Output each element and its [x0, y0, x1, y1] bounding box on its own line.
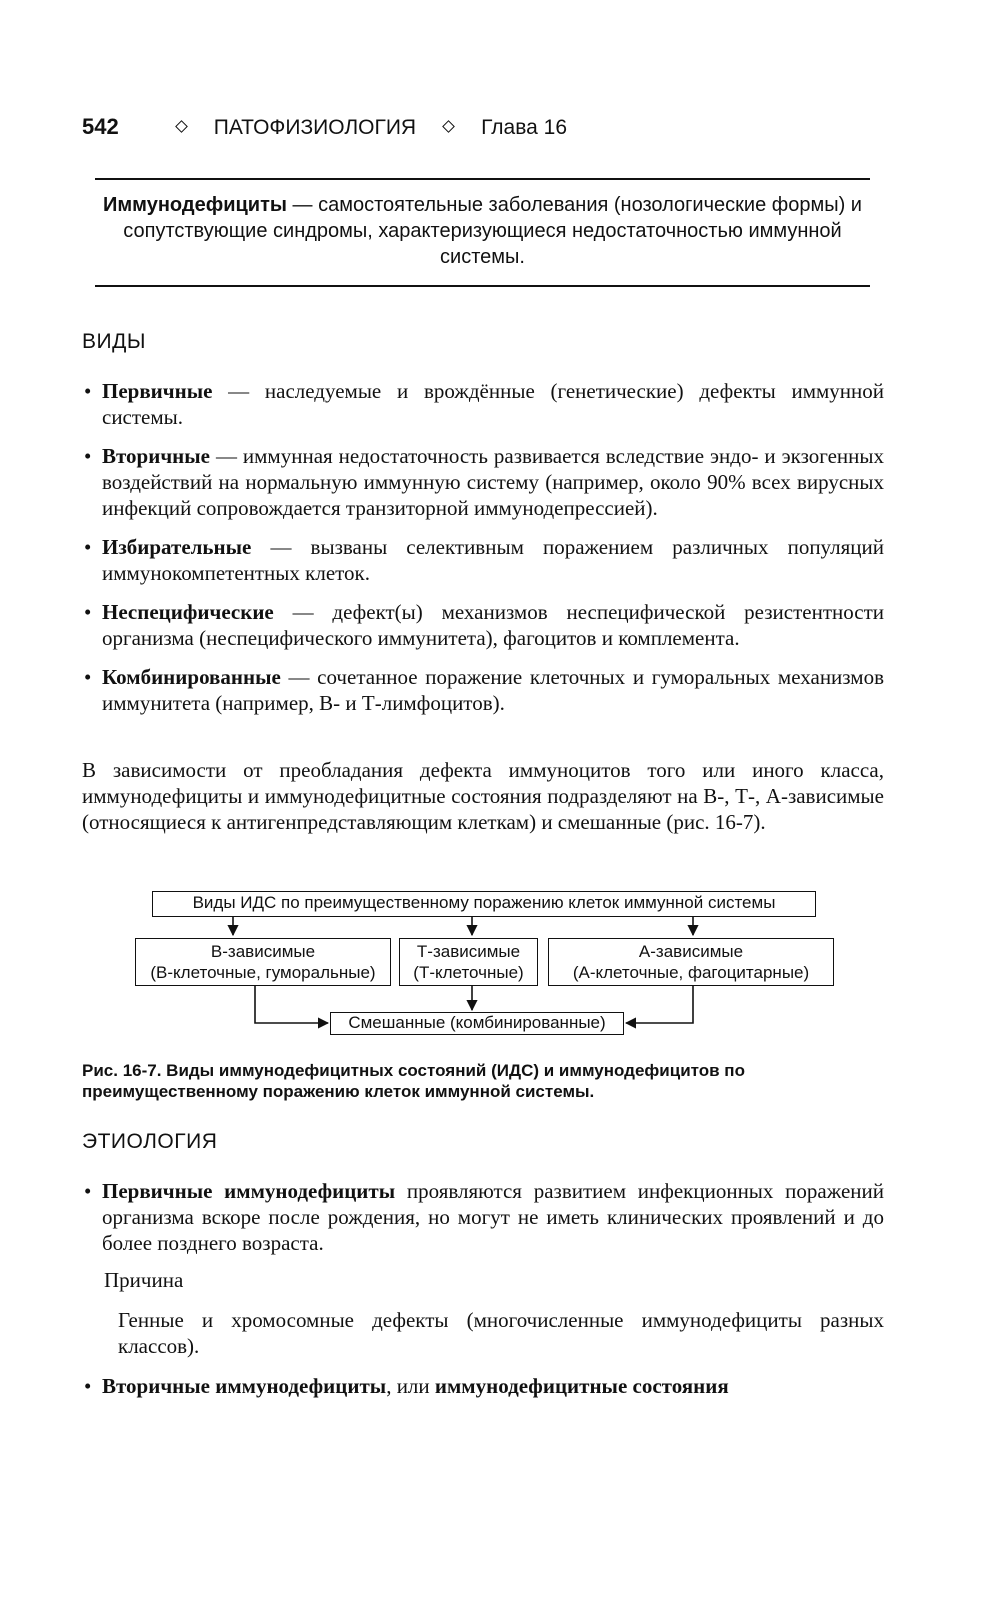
definition-text: — самостоятельные заболевания (нозологические формы) и сопутствующие синдромы, характеризующиеся недостаточностью иммунной системы. — [123, 194, 862, 268]
definition-box — [95, 192, 870, 270]
list-item: • Первичные — наследуемые и врождённые (генетические) дефекты иммунной системы. — [84, 379, 884, 429]
diagram-t-box — [399, 938, 538, 986]
item-text: — сочетанное поражение клеточных и гуморальных механизмов иммунитета (например, В- и Т-лимфоцитов). — [102, 665, 884, 715]
definition-term: Иммунодефициты — [103, 194, 287, 216]
running-head — [82, 114, 567, 140]
section-heading-etiology: ЭТИОЛОГИЯ — [82, 1130, 218, 1153]
page-number: 542 — [82, 114, 119, 139]
definition-bottom-rule — [95, 285, 870, 287]
item-text: — наследуемые и врождённые (генетические) дефекты иммунной системы. — [102, 379, 884, 429]
item-term: Вторичные иммунодефициты — [102, 1374, 387, 1398]
item-text: проявляются развитием инфекционных поражений организма вскоре после рождения, но могут не иметь клинических проявлений и до более позднего возраста. — [102, 1179, 884, 1255]
item-text: — дефект(ы) механизмов неспецифической резистентности организма (неспецифического иммунитета), фагоцитов и комплемента. — [102, 600, 884, 650]
item-term: Первичные иммунодефициты — [102, 1179, 396, 1203]
item-term: Первичные — [102, 379, 213, 403]
list-item: • Неспецифические — дефект(ы) механизмов неспецифической резистентности организма (неспецифического иммунитета), фагоцитов и комплемента. — [84, 600, 884, 650]
diamond-icon — [175, 120, 188, 133]
book-title: ПАТОФИЗИОЛОГИЯ — [213, 116, 417, 139]
chapter-label: Глава 16 — [481, 116, 568, 139]
diagram-top-box: Виды ИДС по преимущественному поражению клеток иммунной системы — [152, 891, 816, 917]
diamond-icon — [442, 120, 455, 133]
types-list — [82, 378, 884, 729]
ids-diagram — [130, 885, 850, 1045]
a-box-line1: А-зависимые — [638, 942, 744, 961]
item-text: — иммунная недостаточность развивается вследствие эндо- и экзогенных воздействий на нормальную иммунную систему (например, около 90% всех вирусных инфекций сопровождается транзиторной иммунодепрессией). — [102, 444, 884, 520]
list-item: • Избирательные — вызваны селективным поражением различных популяций иммунокомпетентных клеток. — [84, 535, 884, 585]
b-box-line1: В-зависимые — [210, 942, 316, 961]
b-box-line2: (В-клеточные, гуморальные) — [150, 963, 376, 982]
list-item: • Вторичные — иммунная недостаточность развивается вследствие эндо- и экзогенных воздействий на нормальную иммунную систему (например, около 90% всех вирусных инфекций сопровождается транзиторной иммунодепрессией). — [84, 444, 884, 520]
arrow-a-to-mixed — [626, 986, 693, 1023]
a-box-line2: (А-клеточные, фагоцитарные) — [572, 963, 810, 982]
list-item: • Комбинированные — сочетанное поражение клеточных и гуморальных механизмов иммунитета (например, В- и Т-лимфоцитов). — [84, 665, 884, 715]
item-term: Неспецифические — [102, 600, 274, 624]
item-term: Вторичные — [102, 444, 210, 468]
item-term: иммунодефицитные состояния — [434, 1374, 729, 1398]
section-heading-types: ВИДЫ — [82, 330, 146, 353]
arrow-b-to-mixed — [255, 986, 328, 1023]
diagram-a-box — [548, 938, 834, 986]
list-item: • Вторичные иммунодефициты, или иммунодефицитные состояния — [84, 1374, 729, 1398]
item-term: Избирательные — [102, 535, 252, 559]
cause-text: Генные и хромосомные дефекты (многочисленные иммунодефициты разных классов). — [118, 1308, 884, 1358]
etiology-secondary-list — [82, 1373, 884, 1412]
diagram-mixed-box: Смешанные (комбинированные) — [330, 1012, 624, 1035]
item-term: Комбинированные — [102, 665, 281, 689]
item-text: — вызваны селективным поражением различных популяций иммунокомпетентных клеток. — [102, 535, 884, 585]
etiology-primary-list — [82, 1178, 884, 1269]
classification-paragraph: В зависимости от преобладания дефекта иммуноцитов того или иного класса, иммунодефициты и иммунодефицитные состояния подразделяют на В-, Т-, А-зависимые (относящиеся к антигенпредставляющим клеткам) и смешанные (рис. 16-7). — [82, 758, 884, 834]
figure-caption: Рис. 16-7. Виды иммунодефицитных состояний (ИДС) и иммунодефицитов по преимущественному поражению клеток иммунной системы. — [82, 1061, 745, 1101]
definition-top-rule — [95, 178, 870, 180]
t-box-line2: (Т-клеточные) — [413, 963, 524, 982]
cause-label: Причина — [104, 1268, 184, 1292]
list-item: • Первичные иммунодефициты проявляются развитием инфекционных поражений организма вскоре после рождения, но могут не иметь клинических проявлений и до более позднего возраста. — [84, 1179, 884, 1255]
diagram-b-box — [135, 938, 391, 986]
item-text: , или — [386, 1374, 435, 1398]
t-box-line1: Т-зависимые — [416, 942, 521, 961]
